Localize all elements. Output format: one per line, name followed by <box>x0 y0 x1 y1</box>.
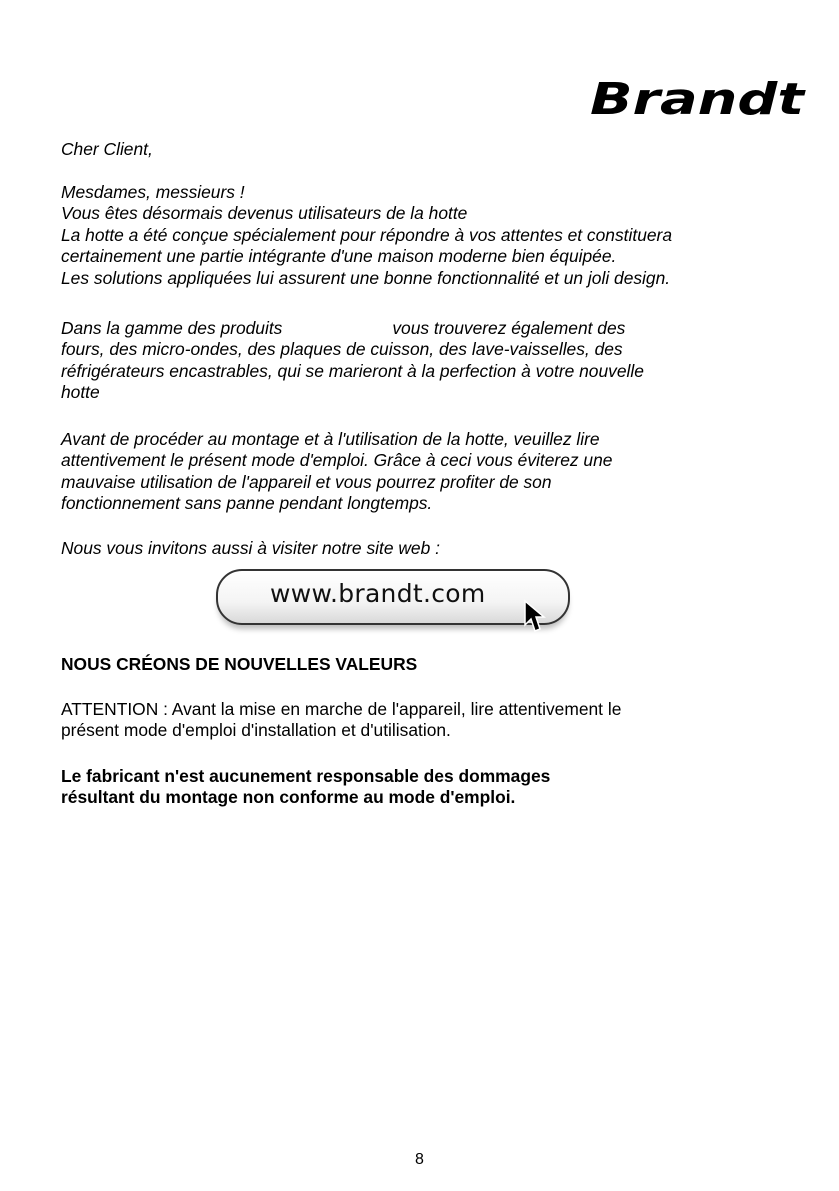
intro-line: Mesdames, messieurs ! <box>61 182 245 202</box>
attention-line: présent mode d'emploi d'installation et d'utilisation. <box>61 720 451 741</box>
attention-paragraph <box>61 699 621 742</box>
before-use-line: attentivement le présent mode d'emploi. Grâce à ceci vous éviterez une <box>61 450 613 471</box>
arrow-cursor-icon <box>522 599 546 633</box>
before-use-paragraph <box>61 429 612 515</box>
intro-line: certainement une partie intégrante d'une maison moderne bien équipée. <box>61 246 617 267</box>
before-use-line: mauvaise utilisation de l'appareil et vous pourrez profiter de son <box>61 471 552 492</box>
attention-line: ATTENTION : Avant la mise en marche de l'appareil, lire attentivement le <box>61 699 622 719</box>
before-use-line: fonctionnement sans panne pendant longtemps. <box>61 493 433 514</box>
range-line: réfrigérateurs encastrables, qui se marieront à la perfection à votre nouvelle <box>61 360 644 381</box>
brandt-logo <box>588 74 806 120</box>
disclaimer-paragraph <box>61 766 550 809</box>
intro-line: La hotte a été conçue spécialement pour répondre à vos attentes et constituera <box>61 224 672 245</box>
slogan-heading: NOUS CRÉONS DE NOUVELLES VALEURS <box>61 654 418 674</box>
range-line: hotte <box>61 382 100 403</box>
range-paragraph <box>61 318 644 404</box>
intro-line: Les solutions appliquées lui assurent une bonne fonctionnalité et un joli design. <box>61 267 671 288</box>
website-url[interactable]: www.brandt.com <box>270 579 486 608</box>
website-link-button[interactable] <box>216 569 568 633</box>
intro-paragraph <box>61 182 672 289</box>
range-line-1-end: vous trouverez également des <box>392 318 626 338</box>
before-use-line: Avant de procéder au montage et à l'utilisation de la hotte, veuillez lire <box>61 429 600 449</box>
intro-line: Vous êtes désormais devenus utilisateurs de la hotte <box>61 203 468 224</box>
page-number: 8 <box>415 1151 424 1168</box>
greeting-text: Cher Client, <box>61 139 153 159</box>
greeting <box>61 139 153 160</box>
range-line-1 <box>61 318 644 339</box>
disclaimer-line: Le fabricant n'est aucunement responsable des dommages <box>61 766 551 786</box>
svg-text:Brandt: Brandt <box>590 74 806 120</box>
website-invite-text: Nous vous invitons aussi à visiter notre site web : <box>61 538 440 558</box>
range-line-1-start: Dans la gamme des produits <box>61 318 283 338</box>
disclaimer-line: résultant du montage non conforme au mode d'emploi. <box>61 787 516 808</box>
website-invite <box>61 538 440 559</box>
range-line: fours, des micro-ondes, des plaques de cuisson, des lave-vaisselles, des <box>61 339 623 360</box>
